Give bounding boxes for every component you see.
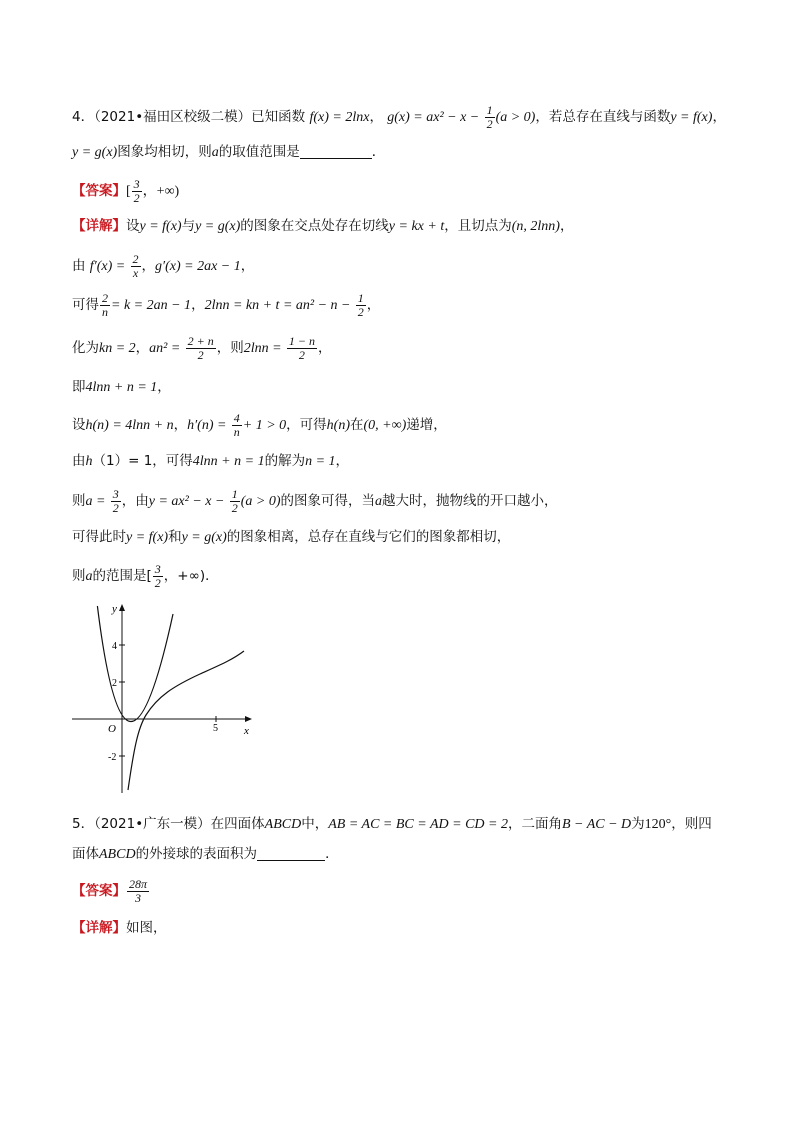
text: 的解为 (264, 453, 306, 469)
problem4-stem-d: 的取值范围是 (218, 144, 300, 160)
answer-tag: 【答案】 (72, 883, 126, 899)
text: 则 (72, 568, 86, 584)
parabola-curve (97, 606, 173, 722)
fraction-half: $\frac{1}{2}$ (486, 103, 493, 131)
fraction: $\frac{2}{x}$ (132, 252, 139, 280)
math: 120° (644, 817, 672, 832)
text: 中， (301, 816, 329, 832)
detail-tag: 【详解】 (72, 218, 126, 234)
text: 即 (72, 379, 86, 395)
answer-rest: ，+∞) (142, 184, 180, 199)
function-graph (70, 598, 260, 794)
math: 2lnn = kn + t = an² − n − (204, 298, 351, 313)
text: 化为 (72, 340, 99, 356)
origin-label: O (108, 723, 116, 735)
f-definition: f(x) = 2lnx (309, 110, 370, 125)
problem4-source: （2021•福田区校级二模） (94, 109, 252, 125)
math: y = f(x) (139, 219, 182, 234)
text: ，则四 (671, 816, 712, 832)
text: ，由 (121, 493, 149, 509)
y-eq-g: y = g(x) (72, 145, 118, 160)
log-curve (128, 651, 244, 790)
answer-blank (300, 144, 372, 159)
detail-tag: 【详解】 (72, 920, 126, 936)
a-condition: (a > 0) (495, 110, 536, 125)
text: 由 (72, 453, 86, 469)
x-axis-arrow (245, 716, 252, 722)
text: ，且切点为 (444, 218, 512, 234)
problem4-answer (72, 178, 179, 205)
answer-fraction: $\frac{28\pi}{3}$ (129, 877, 148, 905)
math: kn = 2 (99, 341, 136, 356)
text: 与 (181, 218, 196, 234)
math: y = ax² − x − (148, 494, 225, 509)
fraction: $\frac{1}{2}$ (357, 291, 364, 319)
tick-label-4: 4 (112, 641, 117, 652)
problem5-source: （2021•广东一模） (94, 816, 211, 832)
text: 由 (72, 258, 86, 274)
fraction: $\frac{1 - n}{2}$ (288, 334, 315, 362)
x-axis-label: x (244, 725, 249, 737)
math: y = f(x) (126, 530, 169, 545)
text: 可得 (72, 297, 99, 313)
math: g′(x) = 2ax − 1 (155, 259, 241, 274)
fraction: $\frac{3}{2}$ (112, 487, 119, 515)
detail-line7 (72, 450, 349, 473)
text: ，二面角 (507, 816, 562, 832)
problem4-number: 4． (72, 109, 95, 125)
math: y = kx + t (388, 219, 445, 234)
text: 的范围是[ (92, 568, 152, 584)
math: h(n) = 4lnn + n (85, 418, 174, 433)
tick-label-2: 2 (112, 678, 117, 689)
problem5-line2 (72, 843, 339, 866)
problem5-detail (72, 917, 167, 939)
detail-line10 (72, 563, 219, 590)
text: ， (141, 258, 156, 274)
text: ， (317, 340, 332, 356)
math: 4lnn + n = 1 (192, 454, 265, 469)
text: ． (325, 846, 339, 862)
text: ，+∞)． (163, 568, 219, 584)
problem4-stem-c: 图象均相切，则 (117, 144, 212, 160)
text: ，则 (216, 340, 244, 356)
tick-label-x5: 5 (213, 723, 218, 734)
math: h′(n) = (187, 418, 227, 433)
text: 面体 (72, 846, 99, 862)
text: 的图象在交点处存在切线 (240, 218, 389, 234)
text: ， (191, 297, 205, 313)
problem4-stem-b: ，若总存在直线与函数 (535, 109, 671, 125)
text: ， (366, 297, 381, 313)
comma: ， (712, 109, 726, 125)
math: a (375, 494, 383, 509)
detail-line5 (72, 376, 171, 399)
answer-tag: 【答案】 (72, 183, 126, 199)
text: 如图， (126, 920, 167, 936)
text: 设 (126, 218, 140, 234)
text: 递增， (406, 417, 447, 433)
detail-line8 (72, 488, 558, 515)
tick-label-m2: -2 (108, 752, 117, 763)
detail-line1 (72, 215, 573, 238)
text: （1）= 1，可得 (92, 453, 193, 469)
variable-a: a (211, 145, 219, 160)
math: a (85, 569, 93, 584)
problem5-line1 (72, 813, 712, 836)
text: 可得此时 (72, 529, 126, 545)
detail-line4 (72, 335, 331, 362)
math: + 1 > 0 (242, 418, 287, 433)
g-definition: g(x) = ax² − x − (387, 110, 480, 125)
text: ， (335, 453, 350, 469)
text: ， (135, 340, 150, 356)
text: 的外接球的表面积为 (135, 846, 258, 862)
problem4-stem: 已知函数 (251, 109, 306, 125)
fraction: $\frac{4}{n}$ (233, 411, 240, 439)
math: h (85, 454, 93, 469)
text: 在 (349, 417, 364, 433)
math: (n, 2lnn) (511, 219, 560, 234)
math: (0, +∞) (363, 418, 407, 433)
text: 越大时，抛物线的开口越小， (382, 493, 558, 509)
math: ABCD (264, 817, 302, 832)
math: = k = 2an − 1 (111, 298, 192, 313)
answer-blank (257, 846, 325, 861)
problem5-number: 5． (72, 816, 95, 832)
math: AB = AC = BC = AD = CD = 2 (328, 817, 508, 832)
math: B − AC − D (561, 817, 632, 832)
math: n = 1 (305, 454, 336, 469)
text: ， (559, 218, 574, 234)
text: 在四面体 (210, 816, 265, 832)
text: 为 (631, 816, 645, 832)
math: (a > 0) (240, 494, 281, 509)
fraction: $\frac{3}{2}$ (154, 562, 161, 590)
detail-line9 (72, 526, 510, 549)
fraction: $\frac{2 + n}{2}$ (187, 334, 214, 362)
detail-line3 (72, 292, 380, 319)
math: y = g(x) (181, 530, 227, 545)
answer-fraction: $\frac{3}{2}$ (133, 177, 140, 205)
math: 4lnn + n = 1 (85, 380, 158, 395)
text: ， (240, 258, 255, 274)
fraction: $\frac{1}{2}$ (231, 487, 238, 515)
y-axis-arrow (119, 604, 125, 611)
detail-line2 (72, 253, 254, 280)
y-axis-label: y (112, 603, 117, 615)
text: ， (173, 417, 188, 433)
problem5-answer (72, 878, 150, 905)
text: 则 (72, 493, 86, 509)
math: an² = (149, 341, 181, 356)
problem4-line2 (72, 141, 385, 164)
text: 的图象可得，当 (280, 493, 376, 509)
math: h(n) (326, 418, 350, 433)
text: 的图象相离，总存在直线与它们的图象都相切， (226, 529, 511, 545)
math: ABCD (99, 847, 136, 862)
period: ． (371, 144, 386, 160)
text: ， (157, 379, 171, 395)
math: 2lnn = (243, 341, 282, 356)
text: 和 (168, 529, 182, 545)
y-eq-f: y = f(x) (670, 110, 713, 125)
text: 设 (72, 417, 86, 433)
detail-line6 (72, 412, 447, 439)
bracket: [ (126, 184, 131, 199)
text: ，可得 (286, 417, 327, 433)
math: a = (85, 494, 106, 509)
fraction: $\frac{2}{n}$ (102, 291, 108, 319)
problem4-line1 (72, 104, 726, 131)
math: f′(x) = (89, 259, 126, 274)
separator: ， (369, 109, 383, 125)
math: y = g(x) (195, 219, 241, 234)
